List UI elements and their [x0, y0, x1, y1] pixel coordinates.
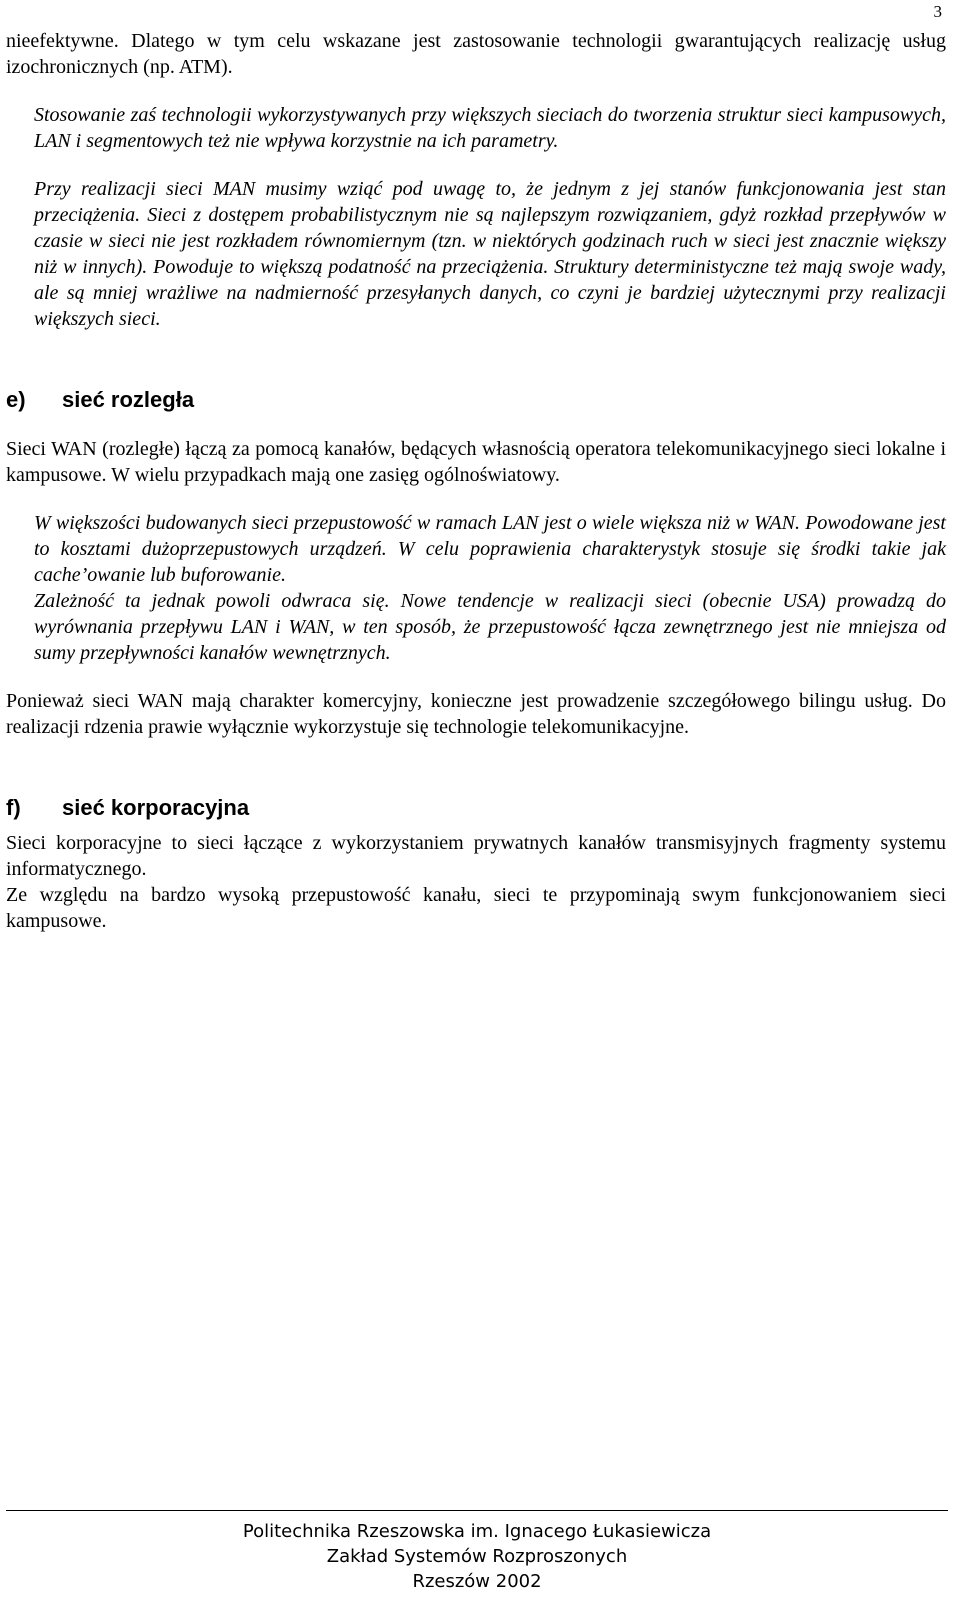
section-e-title: sieć rozległa — [62, 387, 195, 412]
footer-place-year: Rzeszów 2002 — [412, 1571, 542, 1592]
section-f-paragraph-2: Ze względu na bardzo wysoką przepustowość kanału, sieci te przypominają swym funkcjonowaniem sieci kampusowe. — [6, 884, 946, 932]
page-number: 3 — [933, 2, 942, 21]
footer-institution: Politechnika Rzeszowska im. Ignacego Łukasiewicza — [242, 1521, 712, 1542]
section-e-paragraph-3: Zależność ta jednak powoli odwraca się. Nowe tendencje w realizacji sieci (obecnie USA) prowadzą do wyrównania przepływu LAN i WAN, w ten sposób, że przepustowość łącza zewnętrznego jest nie mniejsza od sumy przepływności kanałów wewnętrznych. — [34, 590, 946, 664]
footer-divider — [6, 1510, 948, 1511]
intro-paragraph-2: Stosowanie zaś technologii wykorzystywanych przy większych sieciach do tworzenia struktur sieci kampusowych, LAN i segmentowych też nie wpływa korzystnie na ich parametry. — [34, 104, 946, 152]
intro-paragraph-3: Przy realizacji sieci MAN musimy wziąć pod uwagę to, że jednym z jej stanów funkcjonowania jest stan przeciążenia. Sieci z dostępem probabilistycznym nie są najlepszym rozwiązaniem, gdyż rozkład przepływów w czasie w sieci nie jest rozkładem równomiernym (tzn. w niektórych godzinach ruch w sieci jest znacznie większy niż w innych). Powoduje to większą podatność na przeciążenia. Struktury deterministyczne też mają swoje wady, ale są mniej wrażliwe na nadmierność przesyłanych danych, co czyni je bardziej użytecznymi przy realizacji większych sieci. — [34, 178, 946, 330]
section-e-paragraph-2: W większości budowanych sieci przepustowość w ramach LAN jest o wiele większa niż w WAN. Powodowane jest to kosztami dużoprzepustowych urządzeń. W celu poprawienia charakterystyk stosuje się środki takie jak cache’owanie lub buforowanie. — [34, 512, 946, 586]
section-f-letter: f) — [6, 795, 21, 820]
section-f-paragraph-1: Sieci korporacyjne to sieci łączące z wykorzystaniem prywatnych kanałów transmisyjnych fragmenty systemu informatycznego. — [6, 832, 946, 880]
section-e-heading — [6, 386, 946, 414]
page-content — [6, 28, 946, 934]
section-f-title: sieć korporacyjna — [62, 795, 250, 820]
section-e-letter: e) — [6, 387, 26, 412]
intro-paragraph-1: nieefektywne. Dlatego w tym celu wskazane jest zastosowanie technologii gwarantujących realizację usług izochronicznych (np. ATM). — [6, 30, 946, 78]
footer-department: Zakład Systemów Rozproszonych — [326, 1546, 628, 1567]
section-e-paragraph-4: Ponieważ sieci WAN mają charakter komercyjny, konieczne jest prowadzenie szczegółowego bilingu usług. Do realizacji rdzenia prawie wyłącznie wykorzystuje się technologie telekomunikacyjne. — [6, 690, 946, 738]
section-e-paragraph-1: Sieci WAN (rozległe) łączą za pomocą kanałów, będących własnością operatora telekomunikacyjnego sieci lokalne i kampusowe. W wielu przypadkach mają one zasięg ogólnoświatowy. — [6, 438, 946, 486]
page-footer — [6, 1519, 948, 1594]
section-f-heading — [6, 794, 946, 822]
